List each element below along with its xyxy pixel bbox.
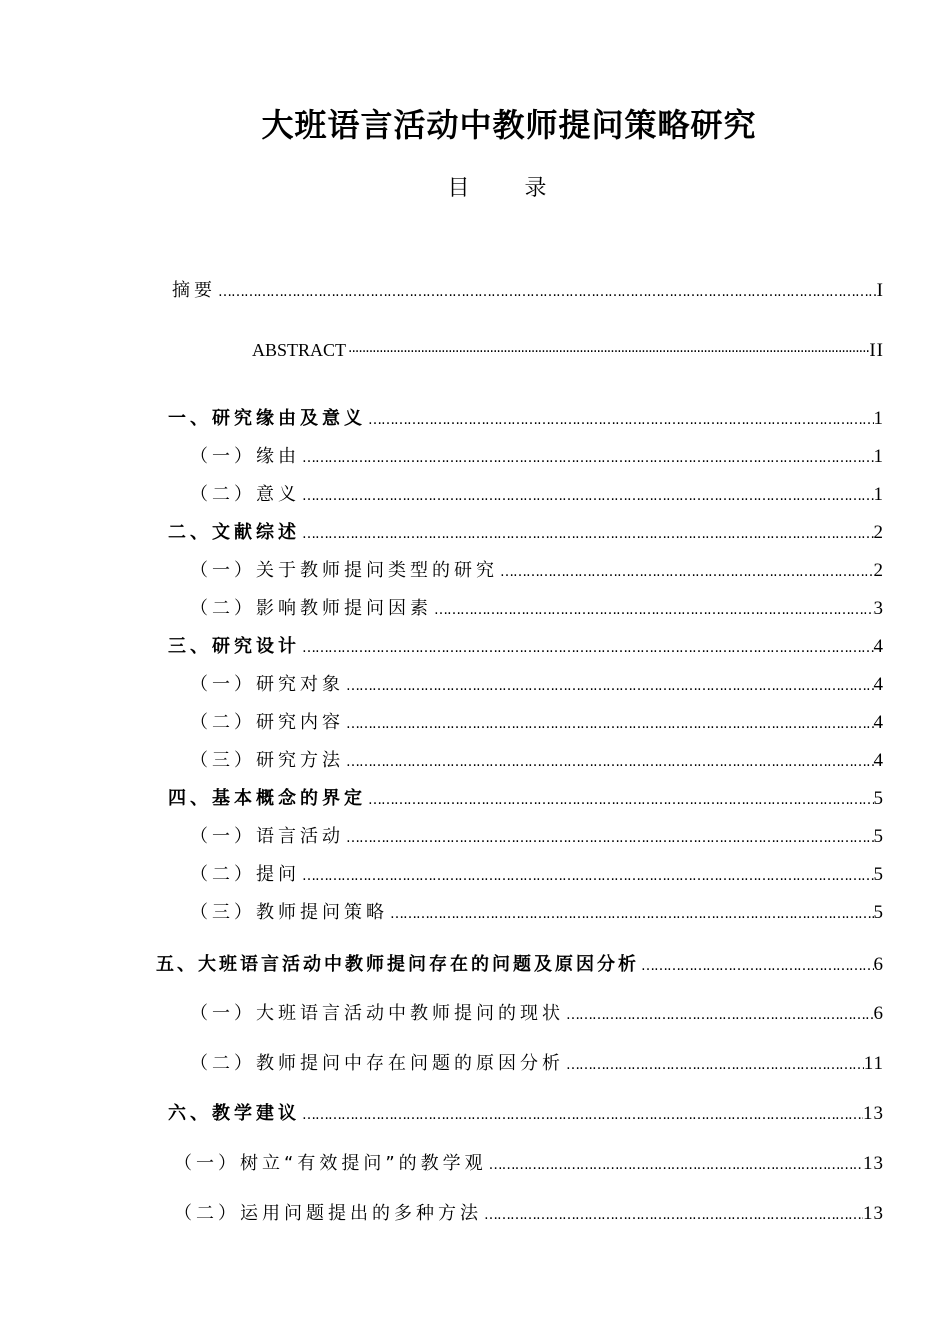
toc-entry-page: 11 xyxy=(863,1053,884,1074)
toc-entry-label: （一）研究对象 xyxy=(190,674,344,695)
toc-entry-label: 三、研究设计 xyxy=(168,636,300,657)
toc-entry-label: （二）教师提问中存在问题的原因分析 xyxy=(190,1053,564,1074)
toc-entry-page: 4 xyxy=(873,674,884,695)
toc-entry-abstract-cn[interactable] xyxy=(172,276,884,302)
toc-entry-page: 13 xyxy=(863,1203,884,1224)
toc-entry-page: 2 xyxy=(873,560,884,581)
toc-dot-leader xyxy=(346,344,869,360)
toc-entry-subsection[interactable] xyxy=(174,1149,884,1175)
toc-entry-subsection[interactable] xyxy=(190,1049,884,1075)
toc-entry-label: （一）缘由 xyxy=(190,446,300,467)
toc-dot-leader xyxy=(300,868,874,884)
toc-dot-leader xyxy=(498,564,874,580)
toc-dot-leader xyxy=(216,284,877,300)
toc-entry-page: 4 xyxy=(873,636,884,657)
toc-entry-page: 1 xyxy=(873,408,884,429)
toc-entry-page: II xyxy=(869,340,884,361)
toc-dot-leader xyxy=(366,412,874,428)
toc-entry-section-5[interactable] xyxy=(156,950,884,976)
toc-entry-subsection[interactable] xyxy=(190,822,884,848)
toc-entry-subsection[interactable] xyxy=(190,594,884,620)
toc-dot-leader xyxy=(432,602,874,618)
toc-entry-subsection[interactable] xyxy=(190,670,884,696)
toc-entry-label: （二）影响教师提问因素 xyxy=(190,598,432,619)
toc-entry-subsection[interactable] xyxy=(190,898,884,924)
toc-entry-label: （一）大班语言活动中教师提问的现状 xyxy=(190,1003,564,1024)
toc-entry-label: （一）关于教师提问类型的研究 xyxy=(190,560,498,581)
toc-entry-label: （一）语言活动 xyxy=(190,826,344,847)
toc-dot-leader xyxy=(639,958,874,974)
toc-entry-page: 3 xyxy=(873,598,884,619)
toc-entry-subsection[interactable] xyxy=(190,999,884,1025)
toc-dot-leader xyxy=(344,716,874,732)
toc-entry-label: 四、基本概念的界定 xyxy=(168,788,366,809)
toc-entry-page: 6 xyxy=(873,1003,884,1024)
toc-dot-leader xyxy=(300,526,874,542)
toc-dot-leader xyxy=(564,1057,864,1073)
toc-dot-leader xyxy=(344,754,874,770)
toc-entry-page: 1 xyxy=(873,446,884,467)
toc-heading: 目 录 xyxy=(447,176,571,201)
toc-entry-label: 一、研究缘由及意义 xyxy=(168,408,366,429)
toc-entry-page: I xyxy=(876,280,884,301)
toc-entry-page: 6 xyxy=(873,954,884,975)
toc-dot-leader xyxy=(344,678,874,694)
toc-entry-label: （二）运用问题提出的多种方法 xyxy=(174,1203,482,1224)
toc-entry-subsection[interactable] xyxy=(190,708,884,734)
toc-dot-leader xyxy=(300,640,874,656)
toc-entry-label: 六、教学建议 xyxy=(168,1103,300,1124)
toc-entry-label: 摘要 xyxy=(172,280,216,301)
toc-entry-abstract-en[interactable] xyxy=(252,340,884,366)
toc-entry-subsection[interactable] xyxy=(190,556,884,582)
toc-entry-section-6[interactable] xyxy=(168,1099,884,1125)
toc-entry-label: （一）树立“有效提问”的教学观 xyxy=(174,1153,487,1174)
toc-entry-page: 13 xyxy=(863,1103,884,1124)
toc-dot-leader xyxy=(300,488,874,504)
toc-entry-page: 5 xyxy=(873,788,884,809)
toc-entry-subsection[interactable] xyxy=(190,860,884,886)
toc-entry-label: （二）意义 xyxy=(190,484,300,505)
toc-entry-section-1[interactable] xyxy=(168,404,884,430)
toc-dot-leader xyxy=(344,830,874,846)
document-title: 大班语言活动中教师提问策略研究 xyxy=(261,106,757,144)
toc-entry-label: 五、大班语言活动中教师提问存在的问题及原因分析 xyxy=(156,954,639,975)
toc-dot-leader xyxy=(487,1157,863,1173)
toc-entry-label: （三）教师提问策略 xyxy=(190,902,388,923)
toc-entry-subsection[interactable] xyxy=(174,1199,884,1225)
toc-entry-page: 2 xyxy=(873,522,884,543)
toc-entry-subsection[interactable] xyxy=(190,480,884,506)
toc-entry-page: 5 xyxy=(873,902,884,923)
toc-entry-subsection[interactable] xyxy=(190,442,884,468)
toc-dot-leader xyxy=(300,450,874,466)
toc-entry-page: 13 xyxy=(863,1153,884,1174)
toc-entry-label: （三）研究方法 xyxy=(190,750,344,771)
toc-entry-section-2[interactable] xyxy=(168,518,884,544)
toc-entry-page: 4 xyxy=(873,712,884,733)
toc-dot-leader xyxy=(482,1207,863,1223)
toc-entry-subsection[interactable] xyxy=(190,746,884,772)
toc-entry-page: 4 xyxy=(873,750,884,771)
toc-dot-leader xyxy=(300,1107,863,1123)
toc-entry-label: （二）提问 xyxy=(190,864,300,885)
toc-dot-leader xyxy=(388,906,874,922)
toc-entry-page: 1 xyxy=(873,484,884,505)
toc-entry-label: （二）研究内容 xyxy=(190,712,344,733)
toc-entry-page: 5 xyxy=(873,864,884,885)
toc-entry-label: 二、文献综述 xyxy=(168,522,300,543)
toc-entry-section-4[interactable] xyxy=(168,784,884,810)
toc-entry-page: 5 xyxy=(873,826,884,847)
toc-entry-section-3[interactable] xyxy=(168,632,884,658)
toc-dot-leader xyxy=(366,792,874,808)
toc-entry-label: ABSTRACT xyxy=(252,340,347,360)
toc-dot-leader xyxy=(564,1007,874,1023)
